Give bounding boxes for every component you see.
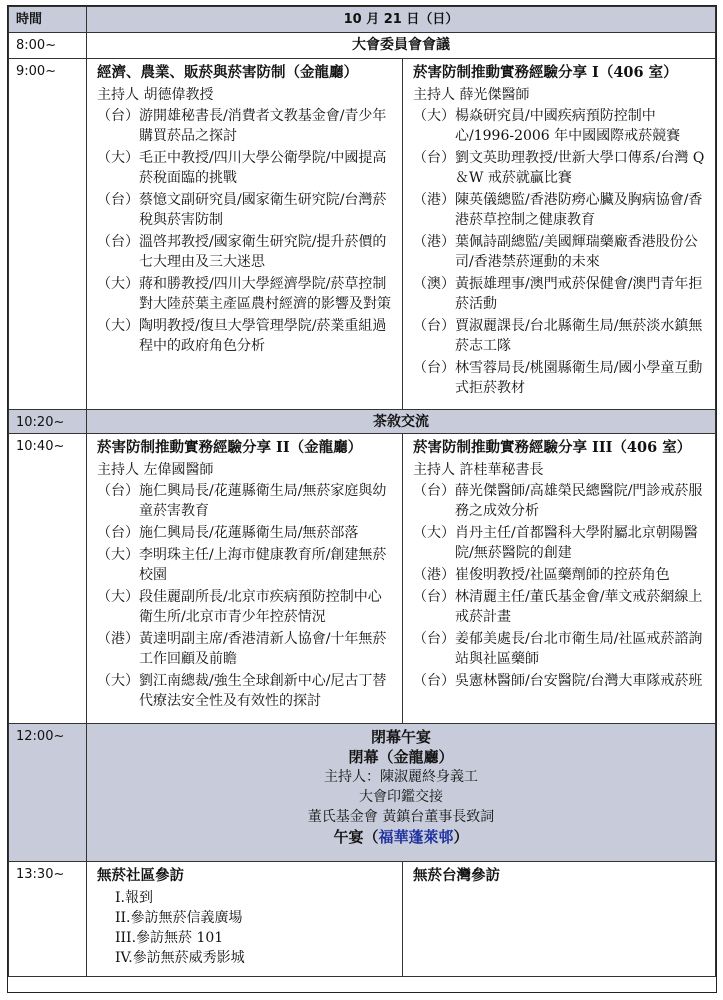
region-tag: （大）	[97, 276, 139, 292]
lunch-label: 午宴（	[333, 828, 379, 846]
session-host: 主持人 胡德偉教授	[97, 87, 214, 103]
speaker-topic: 段佳麗副所長/北京市疾病預防控制中心衛生所/北京市青少年控菸情況	[139, 589, 382, 625]
speaker-topic: 黃達明副主席/香港清新人協會/十年無菸工作回顧及前瞻	[139, 631, 387, 667]
agenda-page	[7, 5, 717, 993]
speaker-item	[413, 148, 707, 188]
region-tag: （台）	[413, 631, 455, 647]
region-tag: （台）	[413, 483, 455, 499]
session-title: 菸害防制推動實務經驗分享 I（406 室）	[413, 64, 678, 81]
speaker-item	[97, 106, 394, 146]
region-tag: （台）	[413, 150, 455, 166]
slot-1020-time: 10:20~	[9, 410, 87, 434]
region-tag: （台）	[97, 192, 139, 208]
speaker-topic: 陶明教授/復旦大學管理學院/菸業重組過程中的政府角色分析	[139, 318, 387, 354]
speaker-item	[413, 232, 707, 272]
session-title: 菸害防制推動實務經驗分享 III（406 室）	[413, 439, 692, 456]
slot-1020-title: 茶敘交流	[87, 410, 716, 434]
slot-800-time: 8:00~	[9, 33, 87, 59]
speaker-topic: 林清麗主任/董氏基金會/華文戒菸網線上戒菸計畫	[455, 589, 703, 625]
speaker-topic: 毛正中教授/四川大學公衛學院/中國提高菸稅面臨的挑戰	[139, 150, 387, 186]
session-items	[413, 106, 707, 398]
slot-1200-time: 12:00~	[9, 724, 87, 862]
region-tag: （大）	[413, 525, 455, 541]
speaker-item	[413, 629, 707, 669]
speaker-topic: 賈淑麗課長/台北縣衛生局/無菸淡水鎮無菸志工隊	[455, 318, 703, 354]
slot-1040-time: 10:40~	[9, 434, 87, 724]
lunch-venue: 福華蓬萊邨	[378, 828, 454, 846]
speaker-topic: 薛光傑醫師/高雄榮民總醫院/門診戒菸服務之成效分析	[455, 483, 703, 519]
taiwan-visit-session	[403, 862, 716, 977]
speaker-item	[413, 523, 707, 563]
speaker-topic: 施仁興局長/花蓮縣衛生局/無菸家庭與幼童菸害教育	[139, 483, 387, 519]
speaker-topic: 吳憲林醫師/台安醫院/台灣大車隊戒菸班	[455, 673, 703, 689]
slot-900-left-session	[87, 59, 403, 410]
speaker-topic: 黃振雄理事/澳門戒菸保健會/澳門青年拒菸活動	[455, 276, 703, 312]
speaker-item	[413, 671, 707, 691]
visit-item: IV.參訪無菸威秀影城	[115, 950, 245, 966]
taiwan-visit-title: 無菸台灣參訪	[413, 867, 500, 884]
speaker-item	[97, 232, 394, 272]
speaker-item	[413, 358, 707, 398]
lunch-line	[87, 827, 715, 847]
session-items	[413, 481, 707, 691]
closing-lunch-block	[87, 724, 716, 862]
closing-lunch-title: 閉幕午宴	[370, 728, 431, 746]
region-tag: （港）	[413, 192, 455, 208]
region-tag: （台）	[97, 483, 139, 499]
session-title: 經濟、農業、販菸與菸害防制（金龍廳）	[97, 64, 358, 81]
slot-900-time: 9:00~	[9, 59, 87, 410]
speaker-topic: 溫啓邦教授/國家衛生研究院/提升菸價的七大理由及三大迷思	[139, 234, 387, 270]
speaker-topic: 劉文英助理教授/世新大學口傳系/台灣 Q＆W 戒菸就贏比賽	[455, 150, 705, 186]
speaker-item	[97, 148, 394, 188]
speaker-topic: 崔俊明教授/社區藥劑師的控菸角色	[455, 567, 670, 583]
speaker-topic: 葉佩詩副總監/美國輝瑞藥廠香港股份公司/香港禁菸運動的未來	[455, 234, 698, 270]
speaker-item	[97, 587, 394, 627]
date-header: 10 月 21 日（日）	[87, 7, 716, 33]
region-tag: （台）	[413, 673, 455, 689]
speaker-topic: 游開雄秘書長/消費者文教基金會/青少年購買菸品之探討	[139, 108, 387, 144]
slot-1330-row	[9, 862, 716, 977]
speaker-topic: 楊焱研究員/中國疾病預防控制中心/1996-2006 年中國國際戒菸競賽	[455, 108, 681, 144]
speaker-item	[413, 106, 707, 146]
slot-1040-right-session	[403, 434, 716, 724]
visit-item: III.參訪無菸 101	[115, 930, 224, 946]
slot-900-right-session	[403, 59, 716, 410]
speaker-item	[413, 316, 707, 356]
speaker-topic: 肖丹主任/首都醫科大學附屬北京朝陽醫院/無菸醫院的創建	[455, 525, 698, 561]
session-title: 菸害防制推動實務經驗分享 II（金龍廳）	[97, 439, 363, 456]
speaker-topic: 林雪蓉局長/桃園縣衛生局/國小學童互動式拒菸教材	[455, 360, 703, 396]
visit-item: I.報到	[115, 890, 153, 906]
slot-1330-time: 13:30~	[9, 862, 87, 977]
region-tag: （港）	[97, 631, 139, 647]
region-tag: （大）	[97, 673, 139, 689]
session-items	[97, 481, 394, 711]
speaker-topic: 蔣和勝教授/四川大學經濟學院/菸草控制對大陸菸葉主產區農村經濟的影響及對策	[139, 276, 391, 312]
speaker-item	[97, 190, 394, 230]
community-visit-title: 無菸社區參訪	[97, 867, 184, 884]
region-tag: （台）	[413, 318, 455, 334]
community-visit-session	[87, 862, 403, 977]
session-host: 主持人 薛光傑醫師	[413, 87, 530, 103]
speaker-topic: 劉江南總裁/強生全球創新中心/尼古丁替代療法安全性及有效性的探討	[139, 673, 387, 709]
visit-item: II.參訪無菸信義廣場	[115, 910, 243, 926]
lunch-close: ）	[453, 828, 469, 846]
speaker-item	[97, 629, 394, 669]
region-tag: （大）	[97, 318, 139, 334]
region-tag: （港）	[413, 234, 455, 250]
agenda-table	[8, 6, 716, 977]
slot-900-row	[9, 59, 716, 410]
speaker-item	[97, 274, 394, 314]
header-row	[9, 7, 716, 33]
closing-title: 閉幕（金龍廳）	[348, 748, 454, 766]
speaker-item	[413, 587, 707, 627]
speaker-item	[413, 565, 707, 585]
region-tag: （大）	[413, 108, 455, 124]
region-tag: （台）	[413, 589, 455, 605]
speaker-topic: 姜郁美處長/台北市衛生局/社區戒菸諮詢站與社區藥師	[455, 631, 703, 667]
speaker-item	[97, 523, 394, 543]
slot-1040-left-session	[87, 434, 403, 724]
region-tag: （大）	[97, 547, 139, 563]
region-tag: （港）	[413, 567, 455, 583]
slot-1200-row	[9, 724, 716, 862]
session-host: 主持人 許桂華秘書長	[413, 462, 544, 478]
speaker-item	[97, 316, 394, 356]
seal-handover: 大會印鑑交接	[359, 789, 443, 805]
speaker-item	[413, 481, 707, 521]
slot-800-row	[9, 33, 716, 59]
chairman-speech: 董氏基金會 黃鎮台董事長致詞	[307, 809, 495, 825]
speaker-topic: 陳英儀總監/香港防癆心臟及胸病協會/香港菸草控制之健康教育	[455, 192, 703, 228]
speaker-topic: 施仁興局長/花蓮縣衛生局/無菸部落	[139, 525, 359, 541]
session-host: 主持人 左偉國醫師	[97, 462, 214, 478]
region-tag: （大）	[97, 589, 139, 605]
speaker-topic: 李明珠主任/上海市健康教育所/創建無菸校園	[139, 547, 387, 583]
speaker-item	[97, 545, 394, 585]
speaker-item	[413, 274, 707, 314]
region-tag: （台）	[97, 525, 139, 541]
speaker-item	[97, 481, 394, 521]
speaker-topic: 蔡憶文副研究員/國家衛生研究院/台灣菸稅與菸害防制	[139, 192, 387, 228]
region-tag: （台）	[97, 108, 139, 124]
closing-host: 主持人：陳淑麗終身義工	[324, 769, 478, 785]
slot-800-title: 大會委員會會議	[87, 33, 716, 59]
time-header: 時間	[9, 7, 87, 33]
speaker-item	[413, 190, 707, 230]
region-tag: （台）	[97, 234, 139, 250]
session-items	[97, 106, 394, 356]
region-tag: （大）	[97, 150, 139, 166]
slot-1020-row	[9, 410, 716, 434]
region-tag: （澳）	[413, 276, 455, 292]
slot-1040-row	[9, 434, 716, 724]
speaker-item	[97, 671, 394, 711]
region-tag: （台）	[413, 360, 455, 376]
